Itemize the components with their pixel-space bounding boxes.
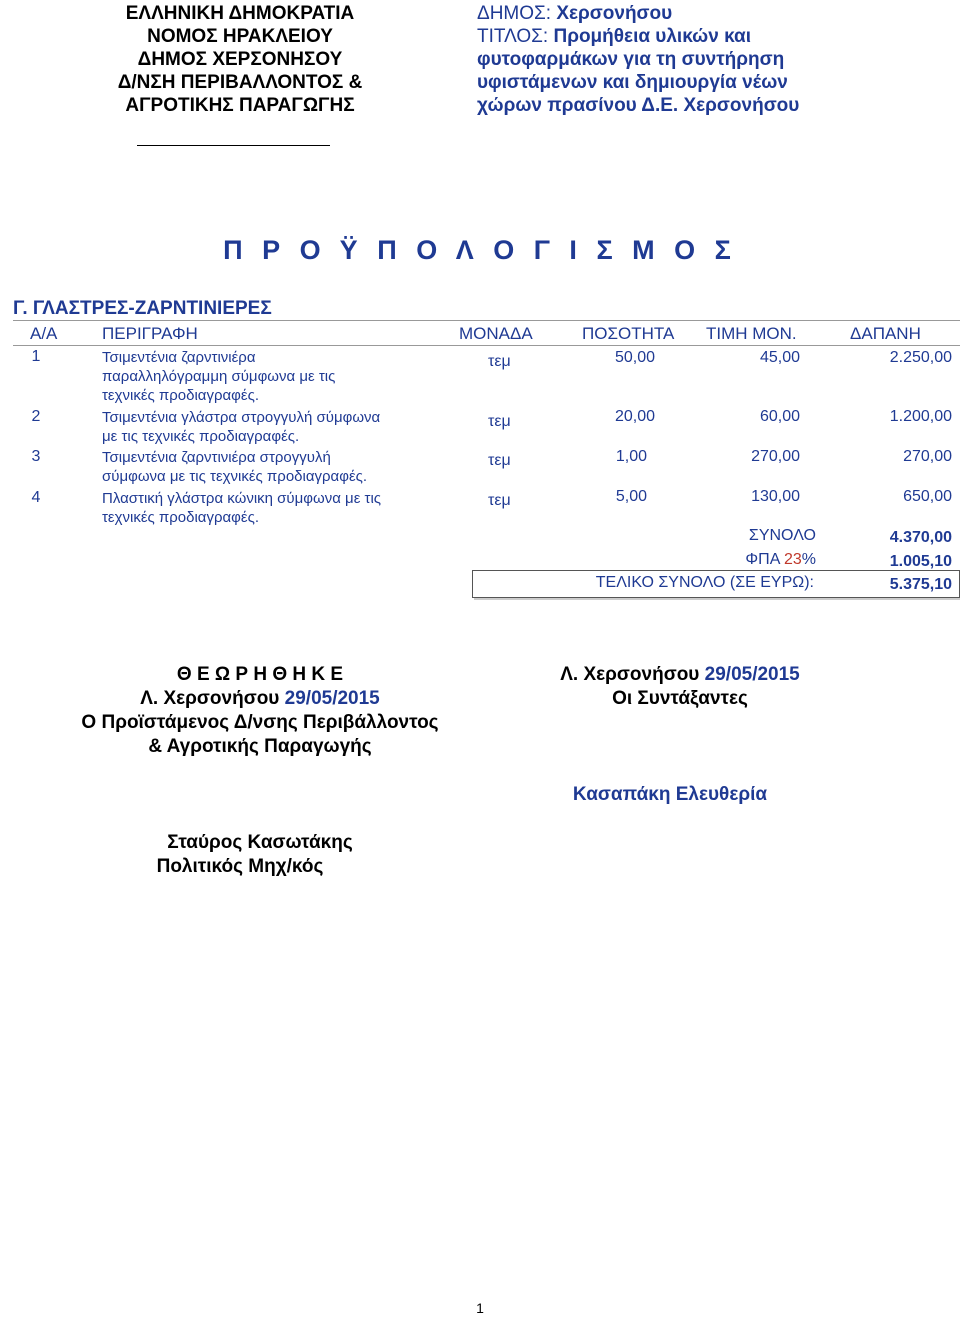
sum-label: ΣΥΝΟΛΟ [748, 527, 816, 544]
row-4-cost: 650,00 [903, 488, 952, 505]
row-2-description: Τσιμεντένια γλάστρα στρογγυλή σύμφωνα με τις τεχνικές προδιαγραφές. [102, 409, 381, 445]
right-date: 29/05/2015 [704, 664, 800, 685]
col-header-unit-price: ΤΙΜΗ ΜΟΝ. [706, 324, 797, 343]
row-3-unit: τεμ [488, 452, 511, 469]
titlos-line-2: φυτοφαρμάκων για τη συντήρηση [477, 49, 785, 70]
row-3-cost: 270,00 [903, 448, 952, 465]
col-header-quantity: ΠΟΣΟΤΗΤΑ [582, 324, 675, 343]
dimos-label: ΔΗΜΟΣ: [477, 3, 552, 24]
titlos-label: ΤΙΤΛΟΣ: [477, 26, 549, 47]
vat-label [650, 551, 816, 569]
col-header-cost: ΔΑΠΑΝΗ [850, 324, 921, 343]
org-line-3: ΔΗΜΟΣ ΧΕΡΣΟΝΗΣΟΥ [137, 49, 343, 70]
org-line-4: Δ/ΝΣΗ ΠΕΡΙΒΑΛΛΟΝΤΟΣ & [117, 72, 363, 93]
header-top-rule [13, 320, 960, 321]
row-1-aa: 1 [31, 348, 41, 365]
left-place-date [40, 686, 480, 711]
dimos-line [477, 2, 947, 25]
col-header-description: ΠΕΡΙΓΡΑΦΗ [102, 324, 198, 343]
right-place: Λ. Χερσονήσου [560, 664, 700, 685]
left-place: Λ. Χερσονήσου [140, 688, 280, 709]
row-3-aa: 3 [31, 448, 41, 465]
approved-heading: Θ Ε Ω Ρ Η Θ Η Κ Ε [176, 664, 344, 685]
row-2-unit: τεμ [488, 413, 511, 430]
left-role-1: Ο Προϊστάμενος Δ/νσης Περιβάλλοντος [81, 712, 439, 733]
row-2-quantity: 20,00 [614, 408, 655, 425]
left-role-2: & Αγροτικής Παραγωγής [148, 736, 372, 757]
row-3-unit-price: 270,00 [751, 448, 800, 465]
vat-rate: 23 [783, 551, 802, 568]
titlos-line-4: χώρων πρασίνου Δ.Ε. Χερσονήσου [477, 95, 800, 116]
right-place-date [500, 662, 860, 687]
header-bottom-rule [13, 345, 960, 346]
project-header [477, 2, 947, 117]
right-signatory-name: Κασαπάκη Ελευθερία [572, 784, 768, 805]
org-line-2: ΝΟΜΟΣ ΗΡΑΚΛΕΙΟΥ [147, 26, 333, 47]
left-signatory-name: Σταύρος Κασωτάκης [167, 832, 353, 853]
row-4-unit: τεμ [488, 492, 511, 509]
row-4-quantity: 5,00 [615, 488, 647, 505]
section-title: Γ. ΓΛΑΣΤΡΕΣ-ΖΑΡΝΤΙΝΙΕΡΕΣ [13, 298, 272, 319]
col-header-unit: ΜΟΝΑΔΑ [459, 324, 533, 343]
row-1-cost: 2.250,00 [889, 349, 952, 366]
titlos-line-1: Προμήθεια υλικών και [553, 26, 751, 47]
row-4-aa: 4 [31, 489, 41, 506]
row-3-description: Τσιμεντένια ζαρντινιέρα στρογγυλή σύμφωνα με τις τεχνικές προδιαγραφές. [102, 449, 368, 485]
titlos-line-3: υφιστάμενων και δημιουργία νέων [477, 72, 788, 93]
org-underline [137, 145, 330, 146]
right-role: Οι Συντάξαντες [612, 688, 748, 709]
grand-total-value: 5.375,10 [889, 576, 952, 593]
row-1-unit: τεμ [488, 353, 511, 370]
dimos-value: Χερσονήσου [556, 3, 673, 24]
row-2-cost: 1.200,00 [889, 408, 952, 425]
row-1-description: Τσιμεντένια ζαρντινιέρα παραλληλόγραμμη σύμφωνα με τις τεχνικές προδιαγραφές. [102, 349, 336, 404]
sum-value: 4.370,00 [889, 529, 952, 546]
row-2-aa: 2 [31, 408, 41, 425]
row-1-unit-price: 45,00 [759, 349, 800, 366]
document-title: Π Ρ Ο Ϋ Π Ο Λ Ο Γ Ι Σ Μ Ο Σ [223, 235, 737, 265]
vat-label-suffix: % [801, 551, 816, 568]
row-1-quantity: 50,00 [614, 349, 655, 366]
page-number: 1 [476, 1300, 484, 1316]
titlos-line [477, 25, 947, 48]
left-signatory-title: Πολιτικός Μηχ/κός [156, 856, 324, 877]
row-2-unit-price: 60,00 [759, 408, 800, 425]
row-4-unit-price: 130,00 [751, 488, 800, 505]
row-3-quantity: 1,00 [615, 448, 647, 465]
col-header-aa: Α/Α [30, 324, 58, 343]
vat-value: 1.005,10 [889, 553, 952, 570]
org-line-1: ΕΛΛΗΝΙΚΗ ΔΗΜΟΚΡΑΤΙΑ [125, 3, 355, 24]
row-4-description: Πλαστική γλάστρα κώνικη σύμφωνα με τις τεχνικές προδιαγραφές. [102, 490, 382, 526]
vat-label-prefix: ΦΠΑ [745, 551, 780, 568]
org-line-5: ΑΓΡΟΤΙΚΗΣ ΠΑΡΑΓΩΓΗΣ [125, 95, 355, 116]
grand-total-label: ΤΕΛΙΚΟ ΣΥΝΟΛΟ (ΣΕ ΕΥΡΩ): [595, 574, 814, 591]
left-date: 29/05/2015 [284, 688, 380, 709]
organization-header [80, 2, 400, 117]
